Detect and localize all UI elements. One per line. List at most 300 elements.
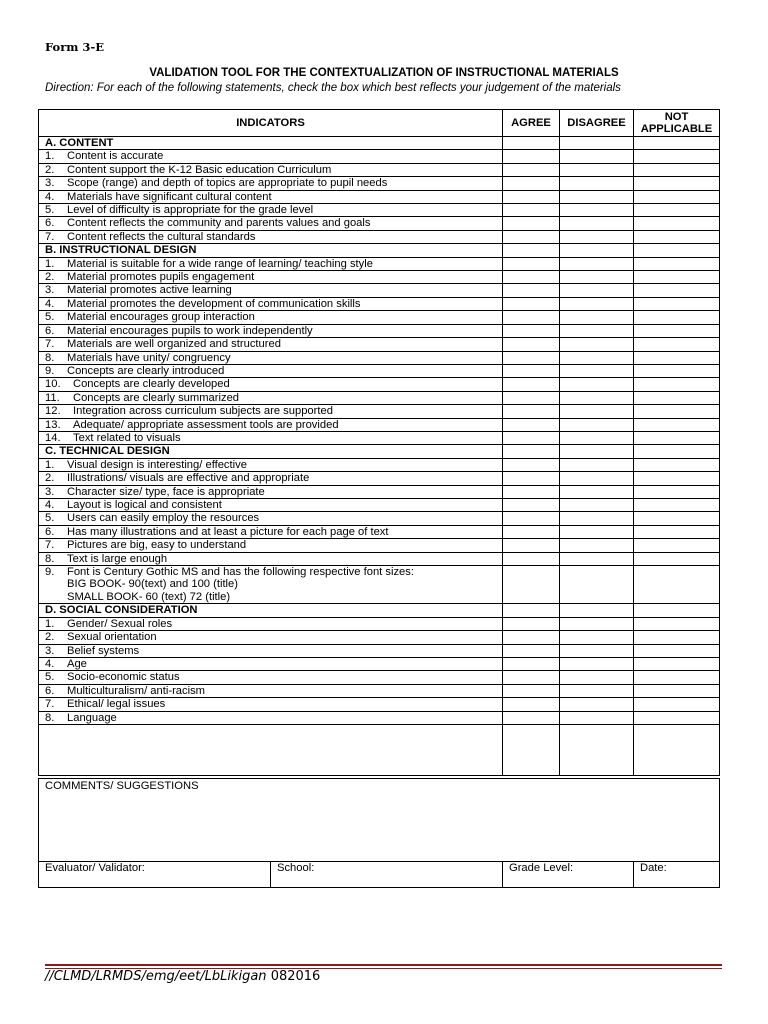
section-title: D. SOCIAL CONSIDERATION bbox=[39, 604, 503, 617]
indicator-cell bbox=[39, 338, 503, 351]
date-field[interactable] bbox=[634, 862, 720, 888]
disagree-checkbox-cell[interactable] bbox=[560, 617, 634, 630]
indicator-number: 5. bbox=[45, 512, 55, 525]
disagree-checkbox-cell[interactable] bbox=[560, 512, 634, 525]
blank-row bbox=[39, 725, 720, 776]
disagree-checkbox-cell[interactable] bbox=[560, 539, 634, 552]
agree-checkbox-cell[interactable] bbox=[503, 405, 560, 418]
agree-checkbox-cell[interactable] bbox=[503, 698, 560, 711]
indicator-text: Material encourages pupils to work independently bbox=[67, 324, 313, 337]
not-applicable-checkbox-cell[interactable] bbox=[634, 671, 720, 684]
section-title: C. TECHNICAL DESIGN bbox=[39, 445, 503, 458]
section-header-row bbox=[39, 244, 720, 257]
indicator-text: Material promotes pupils engagement bbox=[67, 271, 255, 284]
not-applicable-checkbox-cell[interactable] bbox=[634, 217, 720, 230]
col-agree-header: AGREE bbox=[503, 110, 560, 137]
footer-rule bbox=[45, 964, 722, 966]
indicator-cell bbox=[39, 431, 503, 444]
section-header-row bbox=[39, 137, 720, 150]
disagree-checkbox-cell[interactable] bbox=[560, 190, 634, 203]
disagree-checkbox-cell[interactable] bbox=[560, 217, 634, 230]
school-field[interactable] bbox=[271, 862, 503, 888]
not-applicable-checkbox-cell[interactable] bbox=[634, 338, 720, 351]
disagree-checkbox-cell[interactable] bbox=[560, 324, 634, 337]
grade-level-label: Grade Level: bbox=[509, 862, 574, 874]
indicator-row bbox=[39, 431, 720, 444]
not-applicable-checkbox-cell[interactable] bbox=[634, 190, 720, 203]
indicator-cell bbox=[39, 378, 503, 391]
disagree-checkbox-cell[interactable] bbox=[560, 431, 634, 444]
agree-checkbox-cell[interactable] bbox=[503, 512, 560, 525]
indicator-number: 6. bbox=[45, 324, 55, 337]
agree-checkbox-cell[interactable] bbox=[503, 230, 560, 243]
indicator-cell bbox=[39, 284, 503, 297]
indicator-number: 2. bbox=[45, 472, 55, 485]
indicator-number: 7. bbox=[45, 539, 55, 552]
indicator-row bbox=[39, 217, 720, 230]
disagree-checkbox-cell[interactable] bbox=[560, 498, 634, 511]
indicator-text: Concepts are clearly summarized bbox=[73, 391, 240, 404]
disagree-checkbox-cell[interactable] bbox=[560, 405, 634, 418]
indicator-cell bbox=[39, 418, 503, 431]
indicator-row bbox=[39, 351, 720, 364]
disagree-checkbox-cell[interactable] bbox=[560, 711, 634, 724]
agree-checkbox-cell[interactable] bbox=[503, 364, 560, 377]
indicator-row bbox=[39, 297, 720, 310]
indicator-text: Users can easily employ the resources bbox=[67, 512, 260, 525]
indicator-text: Character size/ type, face is appropriate bbox=[67, 485, 265, 498]
not-applicable-checkbox-cell[interactable] bbox=[634, 177, 720, 190]
indicator-row bbox=[39, 338, 720, 351]
agree-checkbox-cell[interactable] bbox=[503, 190, 560, 203]
not-applicable-checkbox-cell[interactable] bbox=[634, 631, 720, 644]
indicator-cell bbox=[39, 711, 503, 724]
disagree-checkbox-cell[interactable] bbox=[560, 163, 634, 176]
agree-checkbox-cell[interactable] bbox=[503, 445, 560, 458]
indicator-text: Gender/ Sexual roles bbox=[67, 617, 173, 630]
agree-checkbox-cell[interactable] bbox=[503, 525, 560, 538]
disagree-checkbox-cell[interactable] bbox=[560, 271, 634, 284]
indicator-number: 13. bbox=[45, 418, 61, 431]
not-applicable-checkbox-cell[interactable] bbox=[634, 204, 720, 217]
indicator-text: Text related to visuals bbox=[73, 431, 181, 444]
agree-checkbox-cell[interactable] bbox=[503, 431, 560, 444]
disagree-checkbox-cell[interactable] bbox=[560, 297, 634, 310]
indicator-text: Belief systems bbox=[67, 644, 140, 657]
agree-checkbox-cell[interactable] bbox=[503, 311, 560, 324]
disagree-checkbox-cell[interactable] bbox=[560, 566, 634, 604]
not-applicable-checkbox-cell[interactable] bbox=[634, 698, 720, 711]
indicator-row bbox=[39, 418, 720, 431]
agree-checkbox-cell[interactable] bbox=[503, 217, 560, 230]
indicator-cell bbox=[39, 204, 503, 217]
not-applicable-checkbox-cell[interactable] bbox=[634, 364, 720, 377]
not-applicable-checkbox-cell[interactable] bbox=[634, 711, 720, 724]
indicator-row bbox=[39, 498, 720, 511]
indicator-number: 4. bbox=[45, 658, 55, 671]
indicator-text: Material encourages group interaction bbox=[67, 311, 255, 324]
disagree-checkbox-cell[interactable] bbox=[560, 391, 634, 404]
not-applicable-checkbox-cell[interactable] bbox=[634, 525, 720, 538]
not-applicable-checkbox-cell[interactable] bbox=[634, 658, 720, 671]
col-disagree-header: DISAGREE bbox=[560, 110, 634, 137]
indicator-row bbox=[39, 631, 720, 644]
indicator-text: Scope (range) and depth of topics are appropriate to pupil needs bbox=[67, 177, 388, 190]
indicator-text: Age bbox=[67, 658, 87, 671]
not-applicable-checkbox-cell[interactable] bbox=[634, 498, 720, 511]
indicator-row bbox=[39, 190, 720, 203]
not-applicable-checkbox-cell[interactable] bbox=[634, 324, 720, 337]
indicator-row bbox=[39, 405, 720, 418]
not-applicable-checkbox-cell[interactable] bbox=[634, 552, 720, 565]
not-applicable-checkbox-cell[interactable] bbox=[634, 472, 720, 485]
date-label: Date: bbox=[640, 862, 667, 874]
indicator-cell bbox=[39, 324, 503, 337]
comments-box[interactable] bbox=[39, 779, 720, 862]
indicator-number: 14. bbox=[45, 431, 61, 444]
agree-checkbox-cell[interactable] bbox=[503, 631, 560, 644]
indicator-cell bbox=[39, 458, 503, 471]
not-applicable-checkbox-cell[interactable] bbox=[634, 684, 720, 697]
indicator-number: 1. bbox=[45, 458, 55, 471]
agree-checkbox-cell[interactable] bbox=[503, 150, 560, 163]
disagree-checkbox-cell[interactable] bbox=[560, 445, 634, 458]
indicator-row bbox=[39, 671, 720, 684]
agree-checkbox-cell[interactable] bbox=[503, 351, 560, 364]
indicator-cell bbox=[39, 631, 503, 644]
disagree-checkbox-cell[interactable] bbox=[560, 284, 634, 297]
indicator-text: Layout is logical and consistent bbox=[67, 498, 222, 511]
not-applicable-checkbox-cell[interactable] bbox=[634, 725, 720, 776]
agree-checkbox-cell[interactable] bbox=[503, 472, 560, 485]
indicator-number: 4. bbox=[45, 498, 55, 511]
footer-code-number: 082016 bbox=[270, 969, 321, 984]
disagree-checkbox-cell[interactable] bbox=[560, 631, 634, 644]
indicator-text: Content is accurate bbox=[67, 150, 164, 163]
indicator-row bbox=[39, 566, 720, 604]
indicator-cell bbox=[39, 297, 503, 310]
indicator-cell bbox=[39, 698, 503, 711]
not-applicable-checkbox-cell[interactable] bbox=[634, 566, 720, 604]
indicator-row bbox=[39, 552, 720, 565]
grade-level-field[interactable] bbox=[503, 862, 634, 888]
indicator-row bbox=[39, 311, 720, 324]
indicator-text: Materials have significant cultural content bbox=[67, 190, 272, 203]
agree-checkbox-cell[interactable] bbox=[503, 644, 560, 657]
indicator-number: 5. bbox=[45, 671, 55, 684]
indicator-row bbox=[39, 539, 720, 552]
indicator-text: Ethical/ legal issues bbox=[67, 698, 166, 711]
blank-indicator-cell[interactable] bbox=[39, 725, 503, 776]
section-header-row bbox=[39, 604, 720, 617]
indicator-row bbox=[39, 617, 720, 630]
indicator-number: 4. bbox=[45, 190, 55, 203]
indicator-text: Concepts are clearly developed bbox=[73, 378, 230, 391]
not-applicable-checkbox-cell[interactable] bbox=[634, 284, 720, 297]
indicator-text: Text is large enough bbox=[67, 552, 168, 565]
evaluator-field[interactable] bbox=[39, 862, 271, 888]
indicator-row bbox=[39, 684, 720, 697]
indicator-number: 1. bbox=[45, 257, 55, 270]
disagree-checkbox-cell[interactable] bbox=[560, 137, 634, 150]
indicator-row bbox=[39, 284, 720, 297]
indicator-row bbox=[39, 177, 720, 190]
indicator-text: Level of difficulty is appropriate for the grade level bbox=[67, 204, 314, 217]
indicator-cell bbox=[39, 311, 503, 324]
not-applicable-checkbox-cell[interactable] bbox=[634, 644, 720, 657]
indicator-cell bbox=[39, 364, 503, 377]
not-applicable-checkbox-cell[interactable] bbox=[634, 150, 720, 163]
indicator-cell bbox=[39, 190, 503, 203]
indicator-text: Concepts are clearly introduced bbox=[67, 364, 225, 377]
agree-checkbox-cell[interactable] bbox=[503, 271, 560, 284]
agree-checkbox-cell[interactable] bbox=[503, 684, 560, 697]
agree-checkbox-cell[interactable] bbox=[503, 284, 560, 297]
indicator-number: 5. bbox=[45, 204, 55, 217]
indicator-number: 7. bbox=[45, 230, 55, 243]
indicator-number: 9. bbox=[45, 566, 55, 578]
indicator-number: 6. bbox=[45, 684, 55, 697]
indicator-row bbox=[39, 378, 720, 391]
agree-checkbox-cell[interactable] bbox=[503, 658, 560, 671]
not-applicable-checkbox-cell[interactable] bbox=[634, 431, 720, 444]
indicator-text: Materials have unity/ congruency bbox=[67, 351, 231, 364]
agree-checkbox-cell[interactable] bbox=[503, 725, 560, 776]
indicator-number: 9. bbox=[45, 364, 55, 377]
indicator-row bbox=[39, 257, 720, 270]
agree-checkbox-cell[interactable] bbox=[503, 137, 560, 150]
indicator-number: 8. bbox=[45, 552, 55, 565]
indicator-text: Content reflects the cultural standards bbox=[67, 230, 256, 243]
not-applicable-checkbox-cell[interactable] bbox=[634, 458, 720, 471]
indicator-text: Socio-economic status bbox=[67, 671, 180, 684]
not-applicable-checkbox-cell[interactable] bbox=[634, 230, 720, 243]
agree-checkbox-cell[interactable] bbox=[503, 177, 560, 190]
indicator-cell bbox=[39, 391, 503, 404]
indicator-number: 2. bbox=[45, 271, 55, 284]
not-applicable-checkbox-cell[interactable] bbox=[634, 604, 720, 617]
indicator-row bbox=[39, 512, 720, 525]
indicator-cell bbox=[39, 566, 503, 604]
indicator-text: Illustrations/ visuals are effective and appropriate bbox=[67, 472, 310, 485]
indicator-number: 2. bbox=[45, 163, 55, 176]
indicator-number: 10. bbox=[45, 378, 61, 391]
disagree-checkbox-cell[interactable] bbox=[560, 418, 634, 431]
disagree-checkbox-cell[interactable] bbox=[560, 725, 634, 776]
indicator-number: 8. bbox=[45, 351, 55, 364]
disagree-checkbox-cell[interactable] bbox=[560, 644, 634, 657]
indicator-cell bbox=[39, 230, 503, 243]
indicator-text: Material promotes active learning bbox=[67, 284, 232, 297]
not-applicable-checkbox-cell[interactable] bbox=[634, 163, 720, 176]
bottom-table bbox=[38, 778, 720, 888]
form-label: Form 3-E bbox=[45, 40, 104, 54]
indicator-cell bbox=[39, 351, 503, 364]
disagree-checkbox-cell[interactable] bbox=[560, 525, 634, 538]
indicator-text: Has many illustrations and at least a picture for each page of text bbox=[67, 525, 389, 538]
disagree-checkbox-cell[interactable] bbox=[560, 311, 634, 324]
agree-checkbox-cell[interactable] bbox=[503, 324, 560, 337]
document-title: VALIDATION TOOL FOR THE CONTEXTUALIZATION OF INSTRUCTIONAL MATERIALS bbox=[149, 67, 619, 79]
indicator-row bbox=[39, 485, 720, 498]
not-applicable-checkbox-cell[interactable] bbox=[634, 405, 720, 418]
agree-checkbox-cell[interactable] bbox=[503, 498, 560, 511]
indicator-row bbox=[39, 698, 720, 711]
disagree-checkbox-cell[interactable] bbox=[560, 351, 634, 364]
agree-checkbox-cell[interactable] bbox=[503, 617, 560, 630]
indicator-number: 6. bbox=[45, 217, 55, 230]
agree-checkbox-cell[interactable] bbox=[503, 378, 560, 391]
not-applicable-checkbox-cell[interactable] bbox=[634, 271, 720, 284]
disagree-checkbox-cell[interactable] bbox=[560, 658, 634, 671]
not-applicable-checkbox-cell[interactable] bbox=[634, 391, 720, 404]
disagree-checkbox-cell[interactable] bbox=[560, 244, 634, 257]
indicator-number: 7. bbox=[45, 698, 55, 711]
not-applicable-checkbox-cell[interactable] bbox=[634, 539, 720, 552]
indicator-row bbox=[39, 472, 720, 485]
not-applicable-checkbox-cell[interactable] bbox=[634, 311, 720, 324]
indicator-text: Materials are well organized and structured bbox=[67, 338, 281, 351]
indicator-cell bbox=[39, 552, 503, 565]
disagree-checkbox-cell[interactable] bbox=[560, 698, 634, 711]
footer-code-path: //CLMD/LRMDS/emg/eet/LbLikigan bbox=[45, 969, 267, 984]
disagree-checkbox-cell[interactable] bbox=[560, 458, 634, 471]
indicator-number: 1. bbox=[45, 617, 55, 630]
indicator-text: Adequate/ appropriate assessment tools are provided bbox=[73, 418, 339, 431]
agree-checkbox-cell[interactable] bbox=[503, 338, 560, 351]
indicator-number: 4. bbox=[45, 297, 55, 310]
indicator-row bbox=[39, 525, 720, 538]
not-applicable-checkbox-cell[interactable] bbox=[634, 297, 720, 310]
indicator-number: 6. bbox=[45, 525, 55, 538]
indicator-number: 3. bbox=[45, 485, 55, 498]
indicator-cell bbox=[39, 525, 503, 538]
not-applicable-checkbox-cell[interactable] bbox=[634, 244, 720, 257]
indicator-cell bbox=[39, 217, 503, 230]
agree-checkbox-cell[interactable] bbox=[503, 566, 560, 604]
not-applicable-checkbox-cell[interactable] bbox=[634, 378, 720, 391]
indicator-row bbox=[39, 458, 720, 471]
col-not-applicable-header bbox=[634, 110, 720, 137]
disagree-checkbox-cell[interactable] bbox=[560, 378, 634, 391]
agree-checkbox-cell[interactable] bbox=[503, 244, 560, 257]
indicator-row bbox=[39, 204, 720, 217]
indicator-row bbox=[39, 163, 720, 176]
indicator-number: 11. bbox=[45, 391, 60, 404]
section-title: B. INSTRUCTIONAL DESIGN bbox=[39, 244, 503, 257]
indicator-text: Integration across curriculum subjects are supported bbox=[73, 405, 333, 418]
agree-checkbox-cell[interactable] bbox=[503, 204, 560, 217]
disagree-checkbox-cell[interactable] bbox=[560, 684, 634, 697]
indicator-number: 7. bbox=[45, 338, 55, 351]
indicator-cell bbox=[39, 512, 503, 525]
indicator-number: 3. bbox=[45, 284, 55, 297]
agree-checkbox-cell[interactable] bbox=[503, 485, 560, 498]
indicator-cell bbox=[39, 163, 503, 176]
agree-checkbox-cell[interactable] bbox=[503, 552, 560, 565]
indicator-text: Content reflects the community and parents values and goals bbox=[67, 217, 371, 230]
indicator-cell bbox=[39, 644, 503, 657]
disagree-checkbox-cell[interactable] bbox=[560, 177, 634, 190]
evaluator-label: Evaluator/ Validator: bbox=[45, 862, 145, 874]
disagree-checkbox-cell[interactable] bbox=[560, 364, 634, 377]
not-applicable-checkbox-cell[interactable] bbox=[634, 617, 720, 630]
disagree-checkbox-cell[interactable] bbox=[560, 485, 634, 498]
indicator-text: Pictures are big, easy to understand bbox=[67, 539, 247, 552]
agree-checkbox-cell[interactable] bbox=[503, 539, 560, 552]
disagree-checkbox-cell[interactable] bbox=[560, 552, 634, 565]
disagree-checkbox-cell[interactable] bbox=[560, 150, 634, 163]
indicator-subtext: SMALL BOOK- 60 (text) 72 (title) bbox=[67, 590, 231, 603]
col-na-line2: APPLICABLE bbox=[640, 123, 713, 135]
indicator-number: 3. bbox=[45, 644, 55, 657]
not-applicable-checkbox-cell[interactable] bbox=[634, 137, 720, 150]
agree-checkbox-cell[interactable] bbox=[503, 458, 560, 471]
disagree-checkbox-cell[interactable] bbox=[560, 338, 634, 351]
indicator-row bbox=[39, 711, 720, 724]
indicator-row bbox=[39, 271, 720, 284]
indicator-text: Material is suitable for a wide range of learning/ teaching style bbox=[67, 257, 373, 270]
not-applicable-checkbox-cell[interactable] bbox=[634, 418, 720, 431]
indicator-cell bbox=[39, 671, 503, 684]
indicator-text: Visual design is interesting/ effective bbox=[67, 458, 247, 471]
disagree-checkbox-cell[interactable] bbox=[560, 604, 634, 617]
not-applicable-checkbox-cell[interactable] bbox=[634, 351, 720, 364]
indicator-number: 5. bbox=[45, 311, 55, 324]
indicator-text: Sexual orientation bbox=[67, 631, 157, 644]
indicator-number: 12. bbox=[45, 405, 61, 418]
indicator-text: Font is Century Gothic MS and has the following respective font sizes: bbox=[67, 566, 414, 578]
not-applicable-checkbox-cell[interactable] bbox=[634, 485, 720, 498]
disagree-checkbox-cell[interactable] bbox=[560, 257, 634, 270]
indicator-row bbox=[39, 150, 720, 163]
indicator-number: 8. bbox=[45, 711, 55, 724]
disagree-checkbox-cell[interactable] bbox=[560, 671, 634, 684]
indicator-text: Content support the K-12 Basic education Curriculum bbox=[67, 163, 332, 176]
comments-label: COMMENTS/ SUGGESTIONS bbox=[45, 780, 199, 792]
not-applicable-checkbox-cell[interactable] bbox=[634, 445, 720, 458]
agree-checkbox-cell[interactable] bbox=[503, 391, 560, 404]
indicator-number: 3. bbox=[45, 177, 55, 190]
indicator-number: 2. bbox=[45, 631, 55, 644]
table-header-row bbox=[39, 110, 720, 137]
not-applicable-checkbox-cell[interactable] bbox=[634, 257, 720, 270]
agree-checkbox-cell[interactable] bbox=[503, 671, 560, 684]
indicator-cell bbox=[39, 485, 503, 498]
school-label: School: bbox=[277, 862, 315, 874]
agree-checkbox-cell[interactable] bbox=[503, 297, 560, 310]
agree-checkbox-cell[interactable] bbox=[503, 604, 560, 617]
agree-checkbox-cell[interactable] bbox=[503, 257, 560, 270]
indicator-row bbox=[39, 658, 720, 671]
validation-table bbox=[38, 109, 720, 776]
disagree-checkbox-cell[interactable] bbox=[560, 230, 634, 243]
col-indicators-header: INDICATORS bbox=[39, 110, 503, 137]
disagree-checkbox-cell[interactable] bbox=[560, 472, 634, 485]
agree-checkbox-cell[interactable] bbox=[503, 163, 560, 176]
agree-checkbox-cell[interactable] bbox=[503, 418, 560, 431]
not-applicable-checkbox-cell[interactable] bbox=[634, 512, 720, 525]
indicator-text: Multiculturalism/ anti-racism bbox=[67, 684, 206, 697]
section-header-row bbox=[39, 445, 720, 458]
agree-checkbox-cell[interactable] bbox=[503, 711, 560, 724]
indicator-cell bbox=[39, 257, 503, 270]
indicator-row bbox=[39, 324, 720, 337]
disagree-checkbox-cell[interactable] bbox=[560, 204, 634, 217]
indicator-subtext: BIG BOOK- 90(text) and 100 (title) bbox=[67, 578, 238, 591]
indicator-cell bbox=[39, 539, 503, 552]
col-na-line1: NOT bbox=[664, 110, 689, 123]
